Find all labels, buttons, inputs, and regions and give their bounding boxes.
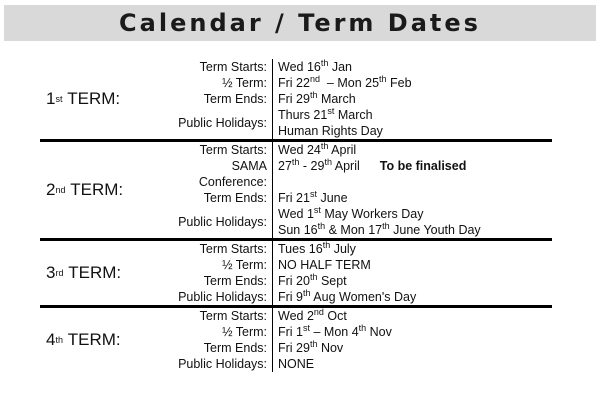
half-term-row	[168, 75, 552, 91]
term-block-2	[40, 139, 552, 238]
row-value: Fri 9th Aug Women's Day	[278, 287, 417, 304]
row-value: Wed 1st May Workers Day	[278, 204, 424, 221]
row-key: Term Ends:	[168, 273, 273, 289]
row-value: Wed 2nd Oct	[278, 306, 347, 323]
term-label: 3 rd TERM:	[46, 263, 122, 282]
row-key: Term Starts:	[168, 142, 273, 158]
row-value: Fri 1st – Mon 4th Nov	[278, 322, 392, 339]
row-value: Wed 16th Jan	[278, 57, 353, 74]
page-title: Calendar / Term Dates	[119, 9, 481, 37]
term-starts-row	[168, 142, 552, 158]
row-key: Term Starts:	[168, 241, 273, 257]
term-word: TERM:	[67, 330, 121, 349]
row-key: ½ Term:	[168, 324, 273, 340]
public-holidays-row	[168, 107, 552, 139]
term-number: 1	[46, 89, 56, 108]
term-schedule	[40, 59, 552, 372]
row-key: Term Ends:	[168, 91, 273, 107]
row-key: Public Holidays:	[168, 206, 273, 238]
public-holidays-row	[168, 356, 552, 372]
row-key: Public Holidays:	[168, 356, 273, 372]
row-key: Term Starts:	[168, 59, 273, 75]
row-key: Term Starts:	[168, 308, 273, 324]
row-value: Tues 16th July	[278, 239, 356, 256]
row-value: Fri 21st June	[278, 188, 348, 205]
term-word: TERM:	[68, 263, 122, 282]
title-banner	[4, 5, 596, 41]
row-value: NONE	[278, 357, 315, 371]
sama-conference-row	[168, 158, 552, 190]
row-value: Human Rights Day	[278, 124, 383, 138]
term-ends-row	[168, 190, 552, 206]
term-label: 2 nd TERM:	[46, 180, 124, 199]
row-value: NO HALF TERM	[278, 258, 371, 272]
row-value: Sun 16th & Mon 17th June Youth Day	[278, 220, 481, 237]
term-ends-row	[168, 340, 552, 356]
term-number: 3	[46, 263, 56, 282]
row-key: Public Holidays:	[168, 289, 273, 305]
row-value: Wed 24th April	[278, 140, 357, 157]
term-block-1	[40, 59, 552, 139]
row-value: Fri 20th Sept	[278, 271, 347, 288]
row-key: Term Ends:	[168, 340, 273, 356]
row-key: ½ Term:	[168, 257, 273, 273]
row-value: Fri 22nd – Mon 25th Feb	[278, 73, 412, 90]
term-number: 4	[46, 330, 56, 349]
term-label: 4 th TERM:	[46, 330, 121, 349]
term-block-4	[40, 305, 552, 372]
row-key: Public Holidays:	[168, 107, 273, 139]
term-ends-row	[168, 273, 552, 289]
term-block-3	[40, 238, 552, 305]
row-value: Fri 29th March	[278, 89, 356, 106]
row-key: ½ Term:	[168, 75, 273, 91]
term-starts-row	[168, 59, 552, 75]
term-word: TERM:	[67, 89, 121, 108]
half-term-row	[168, 257, 552, 273]
term-label: 1 st TERM:	[46, 89, 121, 108]
public-holidays-row	[168, 206, 552, 238]
public-holidays-row	[168, 289, 552, 305]
term-number: 2	[46, 180, 56, 199]
finalise-note: To be finalised	[379, 159, 467, 173]
term-starts-row	[168, 308, 552, 324]
term-word: TERM:	[70, 180, 124, 199]
term-starts-row	[168, 241, 552, 257]
row-key: Term Ends:	[168, 190, 273, 206]
row-value: Thurs 21st March	[278, 105, 373, 122]
row-key: SAMA Conference:	[168, 158, 273, 190]
row-value: 27th - 29th April To be finalised	[278, 156, 467, 173]
half-term-row	[168, 324, 552, 340]
row-value: Fri 29th Nov	[278, 338, 344, 355]
term-ends-row	[168, 91, 552, 107]
